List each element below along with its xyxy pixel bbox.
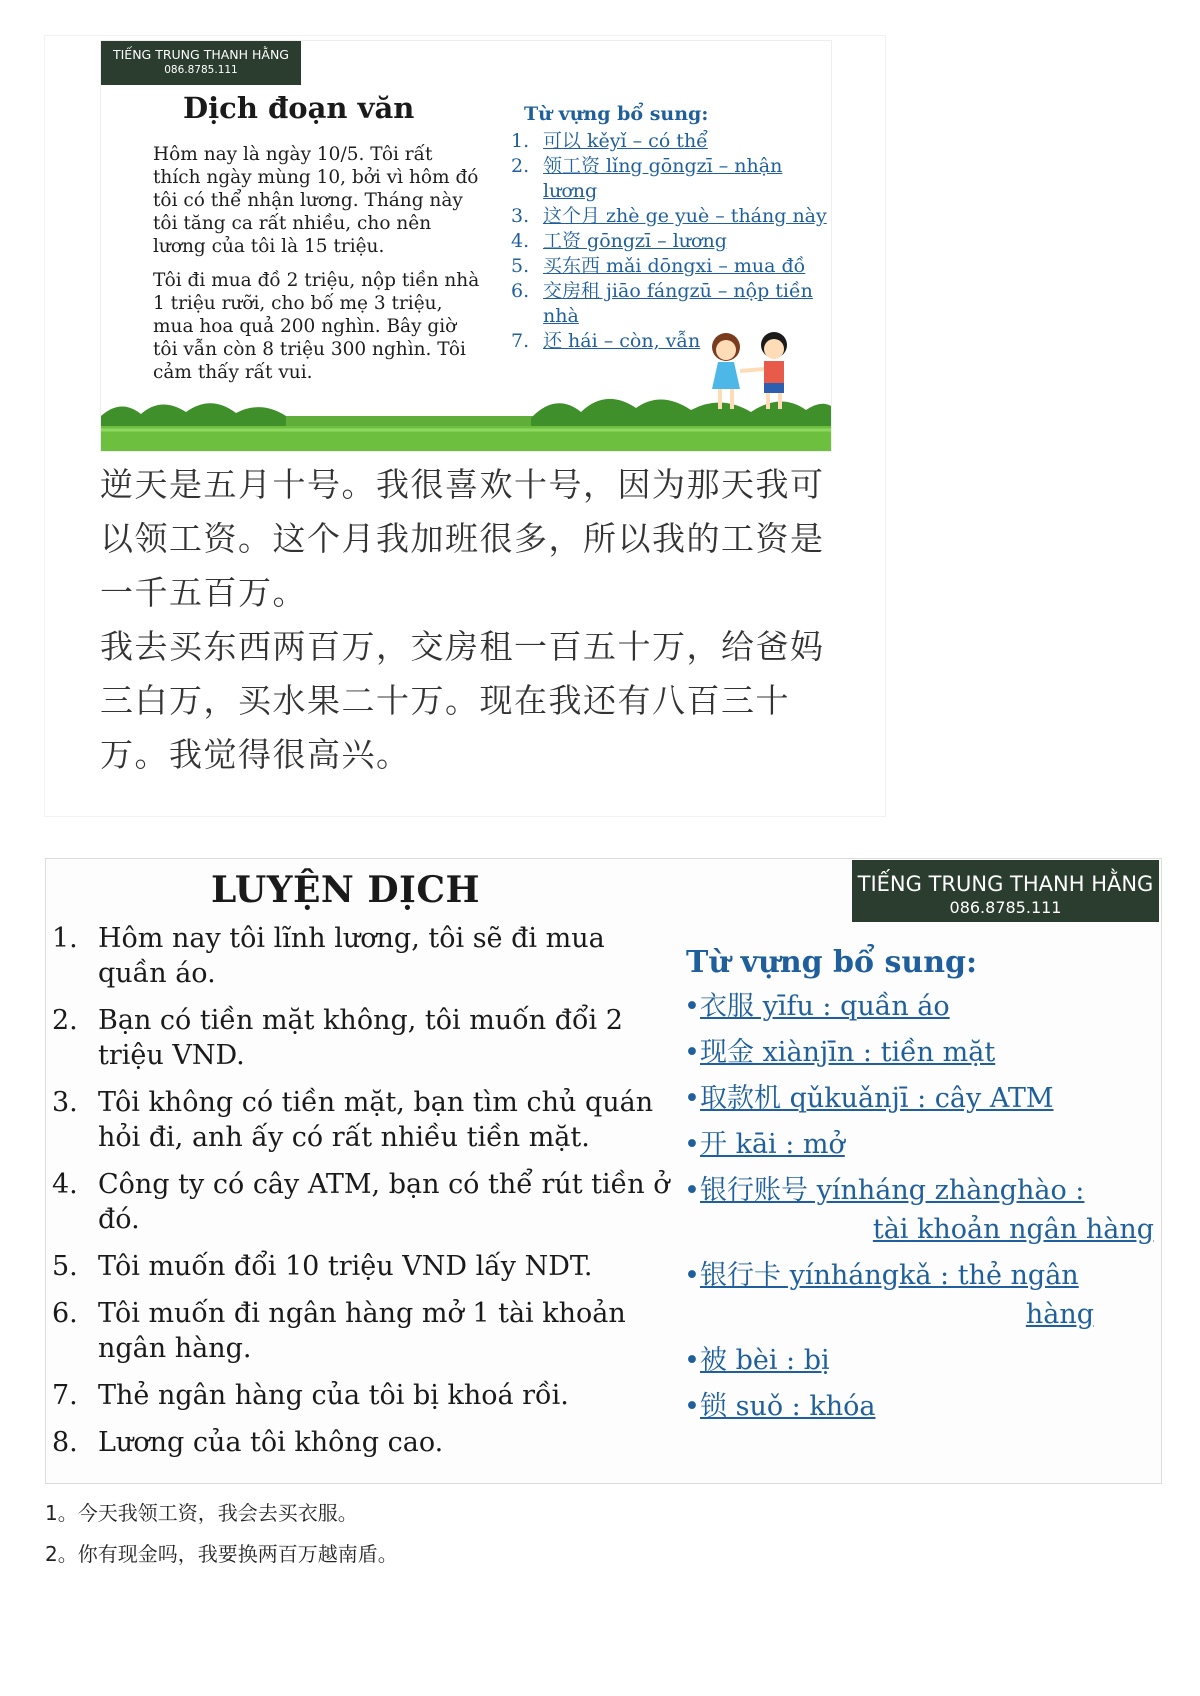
vocab-title: Từ vựng bổ sung:	[524, 103, 709, 125]
vocab-item	[684, 1256, 1154, 1334]
vocab-item	[684, 1387, 1154, 1426]
vocab-text: 锁 suǒ : khóa	[700, 1391, 876, 1422]
vocab-item	[511, 229, 831, 254]
vocab-item	[684, 1079, 1154, 1118]
exercise-number: 2.	[52, 1005, 78, 1036]
vocab-item	[511, 254, 831, 279]
vietnamese-paragraph-2: Tôi đi mua đồ 2 triệu, nộp tiền nhà 1 triệu rưỡi, cho bố mẹ 3 triệu, mua hoa quả 200 nghìn. Bây giờ tôi vẫn còn 8 triệu 300 nghìn. Tôi cảm thấy rất vui.	[153, 270, 480, 383]
exercise-item	[52, 1167, 672, 1237]
brand-badge	[101, 41, 301, 85]
exercise-text: Tôi muốn đi ngân hàng mở 1 tài khoản ngân hàng.	[98, 1298, 626, 1364]
lesson-card-1	[45, 36, 885, 816]
brand-phone: 086.8785.111	[164, 64, 238, 76]
exercise-number: 4.	[52, 1169, 78, 1200]
vietnamese-paragraph-1: Hôm nay là ngày 10/5. Tôi rất thích ngày mùng 10, bởi vì hôm đó tôi có thể nhận lương. Tháng này tôi tăng ca rất nhiều, cho nên lương của tôi là 15 triệu.	[153, 144, 479, 257]
exercise-number: 8.	[52, 1427, 78, 1458]
vocab-text-continuation: tài khoản ngân hàng	[872, 1214, 1154, 1245]
exercise-text: Tôi không có tiền mặt, bạn tìm chủ quán hỏi đi, anh ấy có rất nhiều tiền mặt.	[98, 1087, 654, 1153]
vocab-text: 买东西 mǎi dōngxi – mua đồ	[543, 255, 806, 277]
vocab-text: 工资 gōngzī – lương	[543, 230, 727, 252]
vocab-text: 银行卡 yínhángkǎ : thẻ ngân	[700, 1260, 1079, 1291]
slide-title: LUYỆN DỊCH	[211, 869, 481, 911]
vocab-number: 2.	[511, 155, 530, 177]
brand-name: TIẾNG TRUNG THANH HẰNG	[112, 47, 289, 62]
vocab-text: 还 hái – còn, vẫn	[543, 330, 701, 352]
exercise-item	[52, 1003, 672, 1073]
slide-translation-practice	[45, 858, 1162, 1484]
chinese-translation	[100, 458, 840, 782]
vocab-text: 这个月 zhè ge yuè – tháng này	[543, 205, 827, 227]
vocab-number: 4.	[511, 230, 530, 252]
vocab-item	[511, 154, 831, 204]
exercise-number: 1.	[52, 923, 78, 954]
vocab-list	[511, 129, 831, 354]
vocab-number: 7.	[511, 330, 530, 352]
bullet-icon: •	[684, 1391, 700, 1422]
answer-line: 1。今天我领工资，我会去买衣服。	[45, 1501, 358, 1525]
vocab-text-continuation: hàng	[1025, 1299, 1094, 1330]
brand-phone: 086.8785.111	[949, 898, 1062, 917]
vocab-text: 开 kāi : mở	[700, 1129, 845, 1160]
vocab-list	[684, 987, 1154, 1433]
exercise-item	[52, 1249, 672, 1284]
vocab-item	[511, 279, 831, 329]
exercise-text: Hôm nay tôi lĩnh lương, tôi sẽ đi mua quần áo.	[98, 923, 605, 989]
exercise-item	[52, 1425, 672, 1460]
vocab-item	[684, 987, 1154, 1026]
vocab-text: 银行账号 yínháng zhànghào :	[700, 1175, 1085, 1206]
exercise-list	[52, 921, 672, 1472]
exercise-text: Thẻ ngân hàng của tôi bị khoá rồi.	[98, 1380, 569, 1411]
answer-line: 2。你有现金吗，我要换两百万越南盾。	[45, 1542, 398, 1566]
vocab-item	[684, 1125, 1154, 1164]
vocab-number: 5.	[511, 255, 530, 277]
vocab-number: 6.	[511, 280, 530, 302]
children-illustration	[696, 327, 806, 417]
slide-translate-paragraph	[100, 40, 832, 452]
exercise-text: Lương của tôi không cao.	[98, 1427, 444, 1458]
brand-badge	[852, 860, 1159, 922]
vocab-item	[684, 1171, 1154, 1249]
chinese-paragraph-2: 我去买东西两百万，交房租一百五十万，给爸妈三白万，买水果二十万。现在我还有八百三十万。我觉得很高兴。	[100, 627, 825, 774]
slide-title: Dịch đoạn văn	[183, 91, 415, 125]
exercise-item	[52, 1378, 672, 1413]
bullet-icon: •	[684, 1037, 700, 1068]
exercise-item	[52, 1085, 672, 1155]
exercise-text: Công ty có cây ATM, bạn có thể rút tiền ở đó.	[98, 1169, 670, 1235]
vocab-text: 被 bèi : bị	[700, 1345, 830, 1376]
exercise-number: 3.	[52, 1087, 78, 1118]
vocab-text: 现金 xiànjīn : tiền mặt	[700, 1037, 996, 1068]
vocab-item	[511, 129, 831, 154]
vocab-text: 衣服 yīfu : quần áo	[700, 991, 950, 1022]
vocab-text: 交房租 jiāo fángzū – nộp tiền nhà	[543, 280, 813, 327]
exercise-number: 5.	[52, 1251, 78, 1282]
bullet-icon: •	[684, 1129, 700, 1160]
brand-name: TIẾNG TRUNG THANH HẰNG	[857, 872, 1154, 896]
vocab-item	[684, 1341, 1154, 1380]
bullet-icon: •	[684, 991, 700, 1022]
vocab-text: 领工资 lǐng gōngzī – nhận lương	[543, 155, 783, 202]
exercise-item	[52, 1296, 672, 1366]
bullet-icon: •	[684, 1083, 700, 1114]
vocab-text: 可以 kěyǐ – có thể	[543, 130, 708, 152]
exercise-text: Bạn có tiền mặt không, tôi muốn đổi 2 triệu VND.	[98, 1005, 623, 1071]
answer-list	[45, 1500, 1145, 1582]
vocab-text: 取款机 qǔkuǎnjī : cây ATM	[700, 1083, 1054, 1114]
bullet-icon: •	[684, 1345, 700, 1376]
bullet-icon: •	[684, 1175, 700, 1206]
vocab-item	[684, 1033, 1154, 1072]
vocab-number: 1.	[511, 130, 530, 152]
exercise-text: Tôi muốn đổi 10 triệu VND lấy NDT.	[98, 1251, 593, 1282]
vocab-item	[511, 204, 831, 229]
bullet-icon: •	[684, 1260, 700, 1291]
vocab-number: 3.	[511, 205, 530, 227]
vocab-title: Từ vựng bổ sung:	[686, 945, 978, 980]
chinese-paragraph-1: 逆天是五月十号。我很喜欢十号，因为那天我可以领工资。这个月我加班很多，所以我的工资是一千五百万。	[100, 465, 825, 612]
exercise-item	[52, 921, 672, 991]
exercise-number: 6.	[52, 1298, 78, 1329]
exercise-number: 7.	[52, 1380, 78, 1411]
